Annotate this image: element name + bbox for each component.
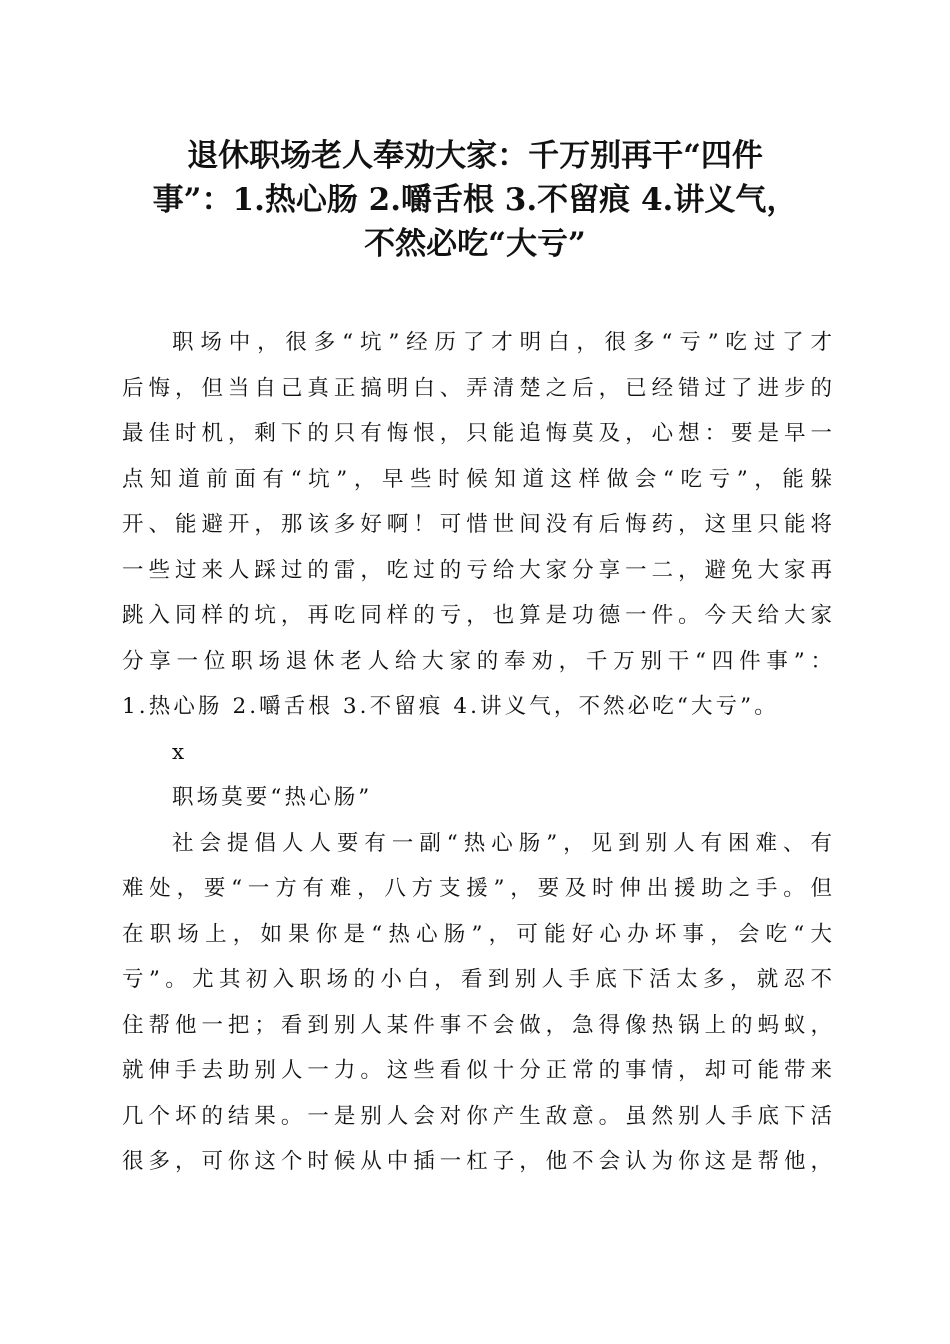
article-title [100, 134, 850, 266]
paragraph-line: 几个坏的结果。一是别人会对你产生敌意。虽然别人手底下活 [122, 1103, 832, 1129]
paragraph-line: 在职场上，如果你是“热心肠”，可能好心办坏事，会吃“大 [122, 921, 832, 947]
section-heading-text: 职场莫要“热心肠” [172, 785, 373, 810]
separator-text: x [172, 739, 188, 765]
paragraph-line: 跳入同样的坑，再吃同样的亏，也算是功德一件。今天给大家 [122, 603, 832, 628]
paragraph-line: 职场中，很多“坑”经历了才明白，很多“亏”吃过了才 [172, 330, 832, 355]
paragraph-line: 就伸手去助别人一力。这些看似十分正常的事情，却可能带来 [122, 1058, 832, 1083]
title-line: 不然必吃“大亏” [364, 226, 586, 262]
section-heading [122, 775, 832, 821]
paragraph-line: 一些过来人踩过的雷，吃过的亏给大家分享一二，避免大家再 [122, 557, 832, 583]
paragraph-line: 难处，要“一方有难，八方支援”，要及时伸出援助之手。但 [122, 876, 832, 901]
paragraph-line: 住帮他一把；看到别人某件事不会做，急得像热锅上的蚂蚁， [122, 1012, 832, 1038]
title-line: 事”：1.热心肠 2.嚼舌根 3.不留痕 4.讲义气， [152, 182, 798, 218]
separator-mark [122, 730, 832, 776]
article-body [122, 320, 832, 1185]
paragraph-line: 最佳时机，剩下的只有悔恨，只能追悔莫及，心想：要是早一 [122, 421, 832, 446]
paragraph-line: 社会提倡人人要有一副“热心肠”，见到别人有困难、有 [172, 830, 832, 856]
section-paragraph [122, 821, 832, 1185]
paragraph-line: 后悔，但当自己真正搞明白、弄清楚之后，已经错过了进步的 [122, 375, 832, 401]
paragraph-line: 很多，可你这个时候从中插一杠子，他不会认为你这是帮他， [122, 1149, 832, 1174]
intro-paragraph [122, 320, 832, 730]
paragraph-line: 亏”。尤其初入职场的小白，看到别人手底下活太多，就忍不 [122, 967, 832, 992]
paragraph-line: 点知道前面有“坑”，早些时候知道这样做会“吃亏”，能躲 [122, 466, 832, 492]
paragraph-line: 1.热心肠 2.嚼舌根 3.不留痕 4.讲义气，不然必吃“大亏”。 [122, 694, 779, 719]
paragraph-line: 开、能避开，那该多好啊！可惜世间没有后悔药，这里只能将 [122, 512, 832, 537]
paragraph-line: 分享一位职场退休老人给大家的奉劝，千万别干“四件事”： [122, 648, 832, 674]
title-line: 退休职场老人奉劝大家：千万别再干“四件 [187, 138, 763, 174]
